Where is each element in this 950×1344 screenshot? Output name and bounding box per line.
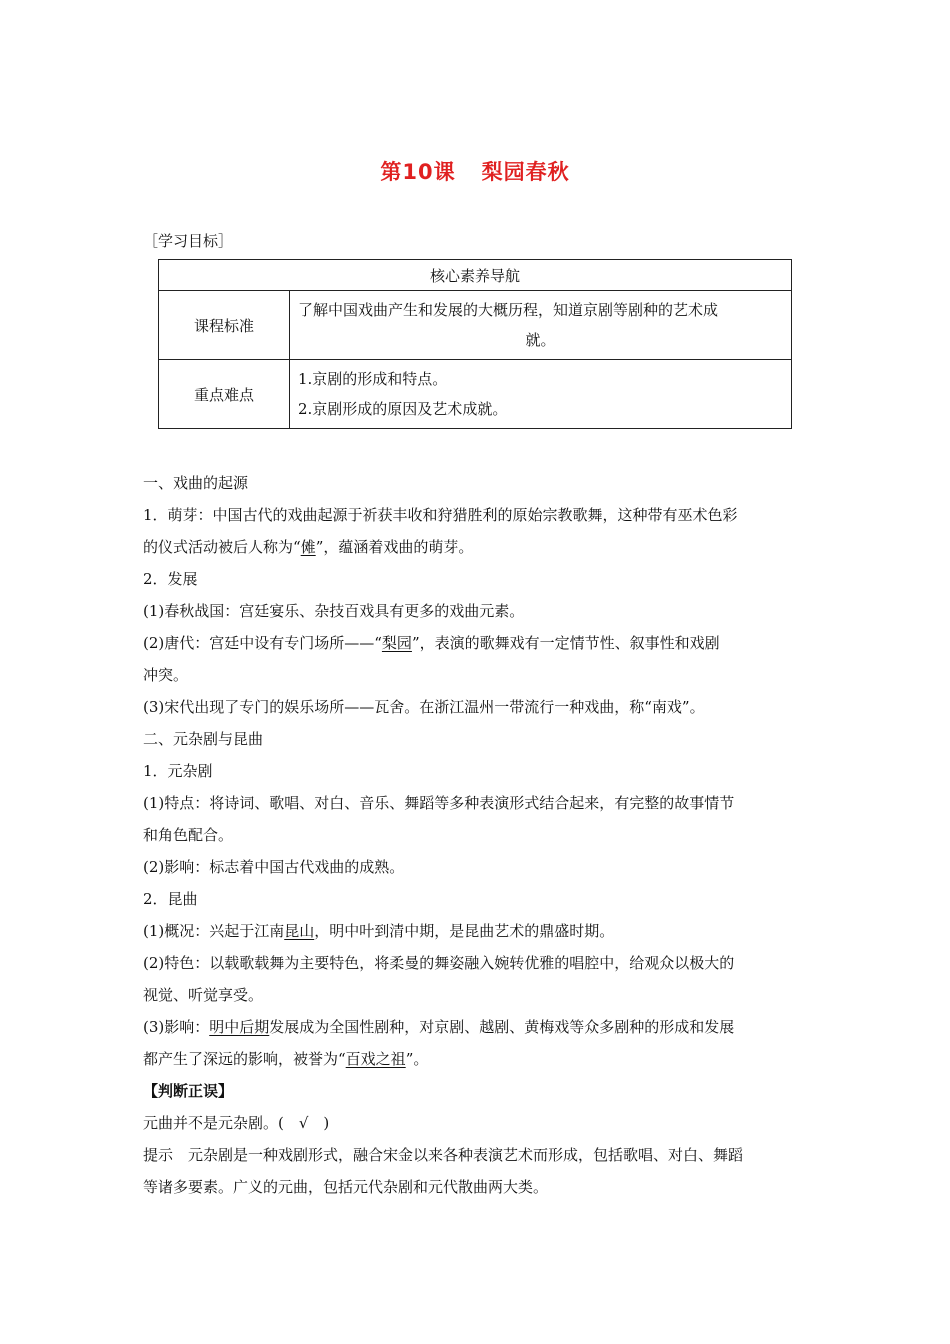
- paragraph: 2．昆曲: [143, 890, 198, 908]
- paragraph: 的仪式活动被后人称为“傩”，蕴涵着戏曲的萌芽。: [143, 538, 474, 556]
- underlined-answer: 昆山: [284, 922, 315, 940]
- paragraph: (1)春秋战国：宫廷宴乐、杂技百戏具有更多的戏曲元素。: [143, 602, 525, 620]
- curriculum-standard-line: 了解中国戏曲产生和发展的大概历程，知道京剧等剧种的艺术成: [298, 301, 719, 319]
- paragraph: 1．萌芽：中国古代的戏曲起源于祈获丰收和狩猎胜利的原始宗教歌舞，这种带有巫术色彩: [143, 506, 738, 524]
- paragraph: (1)特点：将诗词、歌唱、对白、音乐、舞蹈等多种表演形式结合起来，有完整的故事情节: [143, 794, 735, 812]
- underlined-answer: 明中后期: [209, 1018, 270, 1036]
- hint-text: 提示 元杂剧是一种戏剧形式，融合宋金以来各种表演艺术而形成，包括歌唱、对白、舞蹈: [143, 1146, 744, 1164]
- paragraph: 视觉、听觉享受。: [143, 986, 264, 1004]
- paragraph: (1)概况：兴起于江南昆山，明中叶到清中期，是昆曲艺术的鼎盛时期。: [143, 922, 615, 940]
- section-heading: 二、元杂剧与昆曲: [143, 730, 264, 748]
- underlined-answer: 傩: [300, 538, 316, 556]
- paragraph: (2)特色：以载歌载舞为主要特色，将柔曼的舞姿融入婉转优雅的唱腔中，给观众以极大的: [143, 954, 735, 972]
- key-point-item: 2.京剧形成的原因及艺术成就。: [298, 400, 508, 418]
- learning-goals-table: [158, 259, 792, 429]
- paragraph: (3)宋代出现了专门的娱乐场所——瓦舍。在浙江温州一带流行一种戏曲，称“南戏”。: [143, 698, 705, 716]
- key-points-text: [290, 360, 792, 429]
- underlined-answer: 百戏之祖: [345, 1050, 406, 1068]
- key-point-item: 1.京剧的形成和特点。: [298, 370, 448, 388]
- paragraph: 冲突。: [143, 666, 189, 684]
- paragraph: 和角色配合。: [143, 826, 234, 844]
- hint-text: 等诸多要素。广义的元曲，包括元代杂剧和元代散曲两大类。: [143, 1178, 549, 1196]
- paragraph: 1．元杂剧: [143, 762, 213, 780]
- curriculum-standard-text: [290, 291, 792, 360]
- curriculum-standard-label: 课程标准: [159, 291, 290, 360]
- learning-goals-label: ［学习目标］: [143, 232, 234, 250]
- lesson-number: 第10课: [380, 160, 456, 184]
- goals-table-header: 核心素养导航: [159, 260, 792, 291]
- lesson-body: [143, 467, 811, 1203]
- underlined-answer: 梨园: [381, 634, 412, 652]
- key-points-label: 重点难点: [159, 360, 290, 429]
- lesson-name: 梨园春秋: [481, 160, 570, 184]
- section-heading: 一、戏曲的起源: [143, 474, 249, 492]
- curriculum-standard-line: 就。: [525, 331, 556, 349]
- lesson-title: [0, 156, 950, 186]
- judge-statement: 元曲并不是元杂剧。( √ ): [143, 1114, 330, 1132]
- judge-heading: 【判断正误】: [143, 1082, 234, 1100]
- paragraph: (2)影响：标志着中国古代戏曲的成熟。: [143, 858, 405, 876]
- paragraph: 2．发展: [143, 570, 198, 588]
- paragraph: 都产生了深远的影响，被誉为“百戏之祖”。: [143, 1050, 429, 1068]
- paragraph: (3)影响：明中后期发展成为全国性剧种，对京剧、越剧、黄梅戏等众多剧种的形成和发展: [143, 1018, 735, 1036]
- paragraph: (2)唐代：宫廷中设有专门场所——“梨园”，表演的歌舞戏有一定情节性、叙事性和戏剧: [143, 634, 720, 652]
